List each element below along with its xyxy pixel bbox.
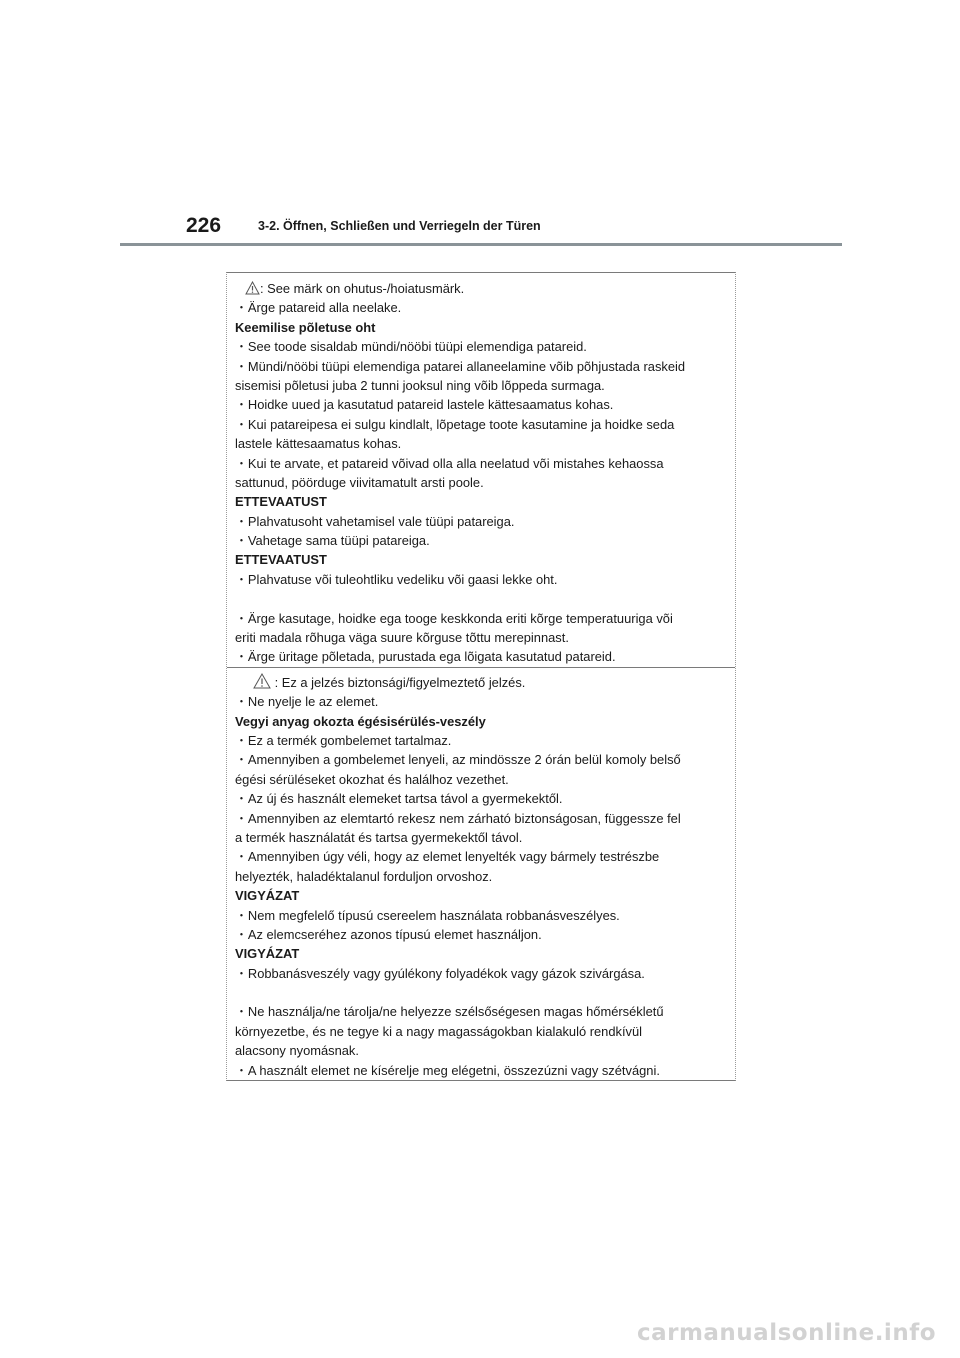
text-line: Vegyi anyag okozta égésisérülés-veszély (235, 713, 486, 729)
estonian-icon-row (235, 279, 735, 298)
warning-box (226, 272, 736, 1081)
text-line: sattunud, pöörduge viivitamatult arsti poole. (235, 474, 484, 490)
text-line: eriti madala rõhuga väga suure kõrguse tõttu merepinnast. (235, 630, 569, 646)
text-line: ETTEVAATUST (235, 494, 327, 510)
text-line: ・Robbanásveszély vagy gyúlékony folyadékok vagy gázok szivárgása. (235, 965, 645, 981)
text-line: ・Ärge patareid alla neelake. (235, 300, 402, 316)
text-line: VIGYÁZAT (235, 946, 300, 962)
text-line: ・Ne használja/ne tárolja/ne helyezze szélsőségesen magas hőmérsékletű (235, 1004, 664, 1020)
text-line: ・Kui patareipesa ei sulgu kindlalt, lõpetage toote kasutamine ja hoidke seda (235, 416, 675, 432)
text-line: ・Ärge kasutage, hoidke ega tooge keskkonda eriti kõrge temperatuuriga või (235, 610, 673, 626)
estonian-icon-caption: : See märk on ohutus-/hoiatusmärk. (260, 281, 465, 296)
estonian-text-lines (235, 298, 735, 666)
estonian-warning-section (227, 273, 735, 667)
text-line: Keemilise põletuse oht (235, 319, 376, 335)
text-line: ・Kui te arvate, et patareid võivad olla alla neelatud või mistahes kehaossa (235, 455, 664, 471)
text-line: ・Plahvatusoht vahetamisel vale tüüpi patareiga. (235, 513, 515, 529)
text-line: ・Az elemcseréhez azonos típusú elemet használjon. (235, 926, 542, 942)
hungarian-icon-caption: : Ez a jelzés biztonsági/figyelmeztető jelzés. (271, 674, 526, 690)
text-line: helyezték, haladéktalanul forduljon orvoshoz. (235, 868, 493, 884)
text-line: ・Amennyiben úgy véli, hogy az elemet lenyelték vagy bármely testrészbe (235, 849, 660, 865)
text-line: ・Plahvatuse või tuleohtliku vedeliku või gaasi lekke oht. (235, 571, 558, 587)
hungarian-icon-row (235, 673, 735, 692)
warning-triangle-icon (253, 673, 271, 694)
text-line: ・Az új és használt elemeket tartsa távol a gyermekektől. (235, 791, 563, 807)
text-line: a termék használatát és tartsa gyermekektől távol. (235, 829, 523, 845)
text-line: sisemisi põletusi juba 2 tunni jooksul ning võib lõppeda surmaga. (235, 377, 605, 393)
page-header (0, 0, 960, 250)
text-line: ・Mündi/nööbi tüüpi elemendiga patarei allaneelamine võib põhjustada raskeid (235, 358, 686, 374)
text-line: VIGYÁZAT (235, 888, 300, 904)
blank-line (235, 589, 735, 608)
text-line: környezetbe, és ne tegye ki a nagy magasságokban kialakuló rendkívül (235, 1023, 643, 1039)
blank-line (235, 983, 735, 1002)
text-line: ・Ne nyelje le az elemet. (235, 694, 379, 710)
text-line: ETTEVAATUST (235, 552, 327, 568)
text-line: égési sérüléseket okozhat és halálhoz vezethet. (235, 771, 509, 787)
section-title: 3-2. Öffnen, Schließen und Verriegeln der Türen (258, 219, 541, 233)
text-line: lastele kättesaamatus kohas. (235, 436, 402, 452)
hungarian-text-lines (235, 692, 735, 1080)
text-line: ・Hoidke uued ja kasutatud patareid lastele kättesaamatus kohas. (235, 397, 614, 413)
text-line: ・Nem megfelelő típusú csereelem használata robbanásveszélyes. (235, 907, 620, 923)
text-line: ・See toode sisaldab mündi/nööbi tüüpi elemendiga patareid. (235, 339, 587, 355)
text-line: ・Vahetage sama tüüpi patareiga. (235, 533, 430, 549)
text-line: alacsony nyomásnak. (235, 1043, 359, 1059)
text-line: ・Amennyiben a gombelemet lenyeli, az mindössze 2 órán belül komoly belső (235, 752, 681, 768)
page-number: 226 (186, 214, 222, 237)
hungarian-warning-section (227, 667, 735, 1080)
text-line: ・Ez a termék gombelemet tartalmaz. (235, 732, 452, 748)
text-line: ・Amennyiben az elemtartó rekesz nem zárható biztonságosan, függessze fel (235, 810, 681, 826)
text-line: ・Ärge üritage põletada, purustada ega lõigata kasutatud patareid. (235, 649, 616, 665)
watermark: carmanualsonline.info (636, 1320, 936, 1346)
header-rule (120, 243, 842, 246)
text-line: ・A használt elemet ne kísérelje meg elégetni, összezúzni vagy szétvágni. (235, 1062, 660, 1078)
